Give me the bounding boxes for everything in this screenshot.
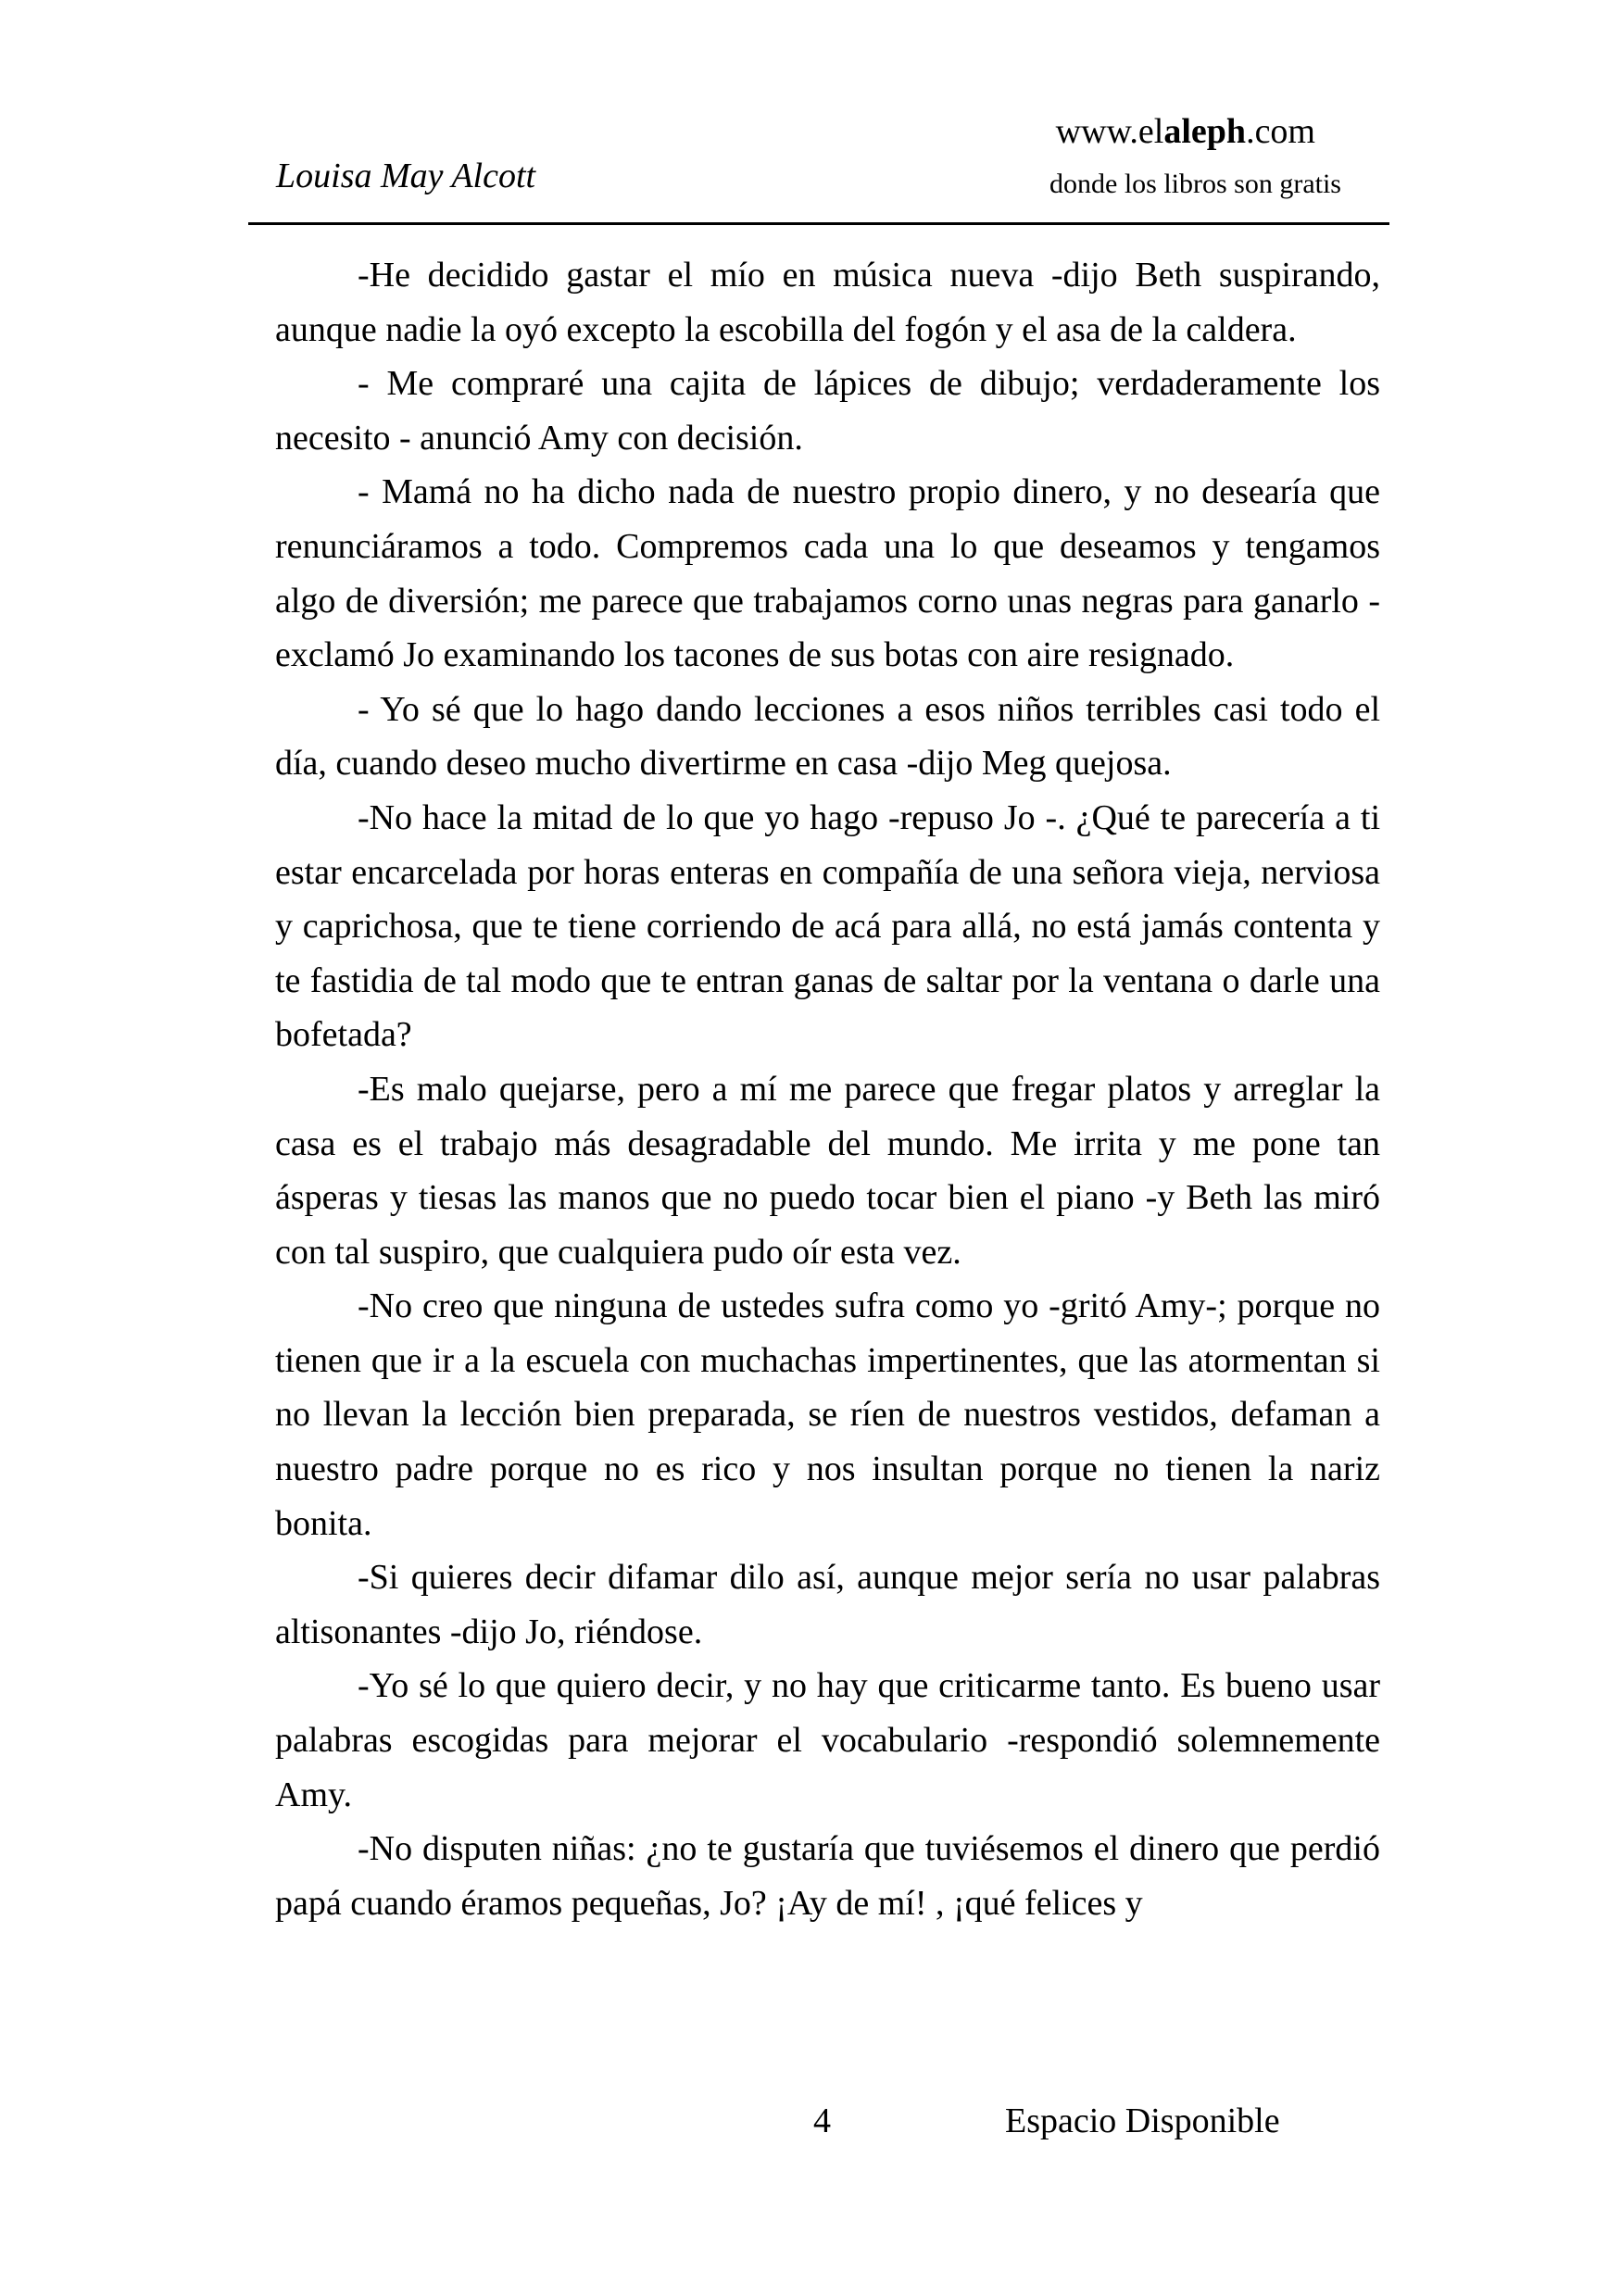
paragraph: - Mamá no ha dicho nada de nuestro propio dinero, y no desearía que renunciáramos a todo. Compremos cada una lo que deseamos y tengamos algo de diversión; me parece que trabajamos corno unas negras para ganarlo - exclamó Jo examinando los tacones de sus botas con aire resignado. — [275, 472, 1380, 675]
paragraph: - Me compraré una cajita de lápices de dibujo; verdaderamente los necesito - anunció Amy con decisión. — [275, 364, 1380, 458]
site-prefix: www.el — [1055, 112, 1164, 151]
page-header — [248, 102, 1389, 222]
header-rule — [248, 222, 1389, 225]
header-tagline: donde los libros son gratis — [1049, 169, 1341, 199]
paragraph: -He decidido gastar el mío en música nueva -dijo Beth suspirando, aunque nadie la oyó excepto la escobilla del fogón y el asa de la caldera. — [275, 256, 1380, 349]
page-body — [275, 248, 1380, 1930]
header-site-url — [1056, 111, 1315, 152]
paragraph: -No hace la mitad de lo que yo hago -repuso Jo -. ¿Qué te parecería a ti estar encarcelada por horas enteras en compañía de una señora vieja, nerviosa y caprichosa, que te tiene corriendo de acá para allá, no está jamás contenta y te fastidia de tal modo que te entran ganas de saltar por la ventana o darle una bofetada? — [275, 797, 1380, 1055]
site-suffix: .com — [1246, 112, 1315, 151]
page-number: 4 — [813, 2102, 831, 2140]
footer-label: Espacio Disponible — [1005, 2102, 1280, 2140]
paragraph: -Es malo quejarse, pero a mí me parece que fregar platos y arreglar la casa es el trabajo más desagradable del mundo. Me irrita y me pone tan ásperas y tiesas las manos que no puedo tocar bien el piano -y Beth las miró con tal suspiro, que cualquiera pudo oír esta vez. — [275, 1069, 1380, 1272]
paragraph: -Si quieres decir difamar dilo así, aunque mejor sería no usar palabras altisonantes -dijo Jo, riéndose. — [275, 1558, 1380, 1651]
paragraph: -No creo que ninguna de ustedes sufra como yo -gritó Amy-; porque no tienen que ir a la escuela con muchachas impertinentes, que las atormentan si no llevan la lección bien preparada, se ríen de nuestros vestidos, defaman a nuestro padre porque no es rico y nos insultan porque no tienen la nariz bonita. — [275, 1286, 1380, 1543]
header-author: Louisa May Alcott — [276, 157, 536, 195]
paragraph: -Yo sé lo que quiero decir, y no hay que criticarme tanto. Es bueno usar palabras escogidas para mejorar el vocabulario -respondió solemnemente Amy. — [275, 1666, 1380, 1814]
site-bold: aleph — [1163, 112, 1247, 151]
paragraph: -No disputen niñas: ¿no te gustaría que tuviésemos el dinero que perdió papá cuando éramos pequeñas, Jo? ¡Ay de mí! , ¡qué felices y — [275, 1829, 1380, 1923]
paragraph: - Yo sé que lo hago dando lecciones a esos niños terribles casi todo el día, cuando deseo mucho divertirme en casa -dijo Meg quejosa. — [275, 689, 1380, 784]
